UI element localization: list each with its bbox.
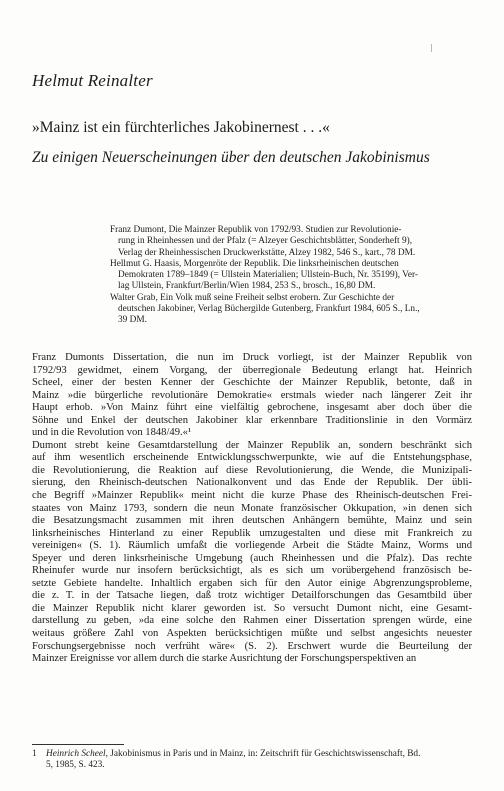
reviewed-book-entry [110,259,470,293]
body-line: Forschungsergebnisse noch verfrüht wäre« (S. 2). Erschwert wurde die Beurteilung der [32,640,472,652]
reviewed-book-entry [110,293,470,327]
reviewed-book-line: Walter Grab, Ein Volk muß seine Freiheit selbst erobern. Zur Geschichte der [110,292,395,303]
body-line: Speyer und deren linksrheinische Umgebung (auch Rheinhessen und die Pfalz). Das rechte [32,552,472,564]
body-line: darstellung zu geben, »da eine solche den Rahmen einer Dissertation sprengen würde, eine [32,615,472,627]
body-line: Söhne und Enkel der deutschen Jakobiner klar erkennbare Traditionslinie in den Vormärz [32,414,472,426]
body-line: vereinigen« (S. 1). Räumlich umfaßt die vorliegende Arbeit die Städte Mainz, Worms und [32,540,472,552]
footnote-text-line-1: , Jakobinismus in Paris und in Mainz, in: Zeitschrift für Geschichtswissenschaft, Bd. [105,749,421,759]
reviewed-book-line: deutschen Jakobiner, Verlag Büchergilde Gutenberg, Frankfurt 1984, 605 S., Ln., [118,304,420,315]
body-line: auf ihm wesentlich erscheinende Entwicklungsschwerpunkte, wie auf die Entstehungsphase, [32,452,472,464]
reviewed-book-entry [110,225,470,259]
body-line: staates von Mainz 1793, sondern die neun Monate französischer Okkupation, »in denen sich [32,502,472,514]
body-line: Mainz »die bürgerliche revolutionäre Demokratie« erstmals wieder nach längerer Zeit ihr [32,389,472,401]
body-line: Mainzer Ereignisse vor allem durch die starke Ausrichtung der Forschungsperspektiven an [32,653,417,665]
reviewed-book-line: Demokraten 1789–1849 (= Ullstein Materialien; Ullstein-Buch, Nr. 35199), Ver- [118,270,419,281]
body-line: die Mainzer Republik nicht klarer geworden ist. So versucht Dumont nicht, eine Gesamt- [32,602,472,614]
body-line: Franz Dumonts Dissertation, die nun im Druck vorliegt, ist der Mainzer Republik von [32,352,472,363]
reviewed-book-line: Franz Dumont, Die Mainzer Republik von 1792/93. Studien zur Revolutionie- [110,225,402,235]
body-line: weitaus größere Zahl von Aspekten berücksichtigen müßte und selbst angesichts neuester [32,628,472,640]
body-line: che Begriff »Mainzer Republik« meint nicht die kurze Phase des Rheinisch-deutschen Frei- [32,490,472,502]
body-line: Scheel, einer der besten Kenner der Geschichte der Mainzer Republik, betonte, daß in [32,377,472,389]
body-text [32,352,472,666]
footnote-author: Heinrich Scheel [46,749,106,759]
body-line: Rheinufer wurde nur insofern berücksichtigt, als es sich um vorübergehend französisch be- [32,565,472,577]
reviewed-book-line: 39 DM. [118,315,147,326]
footnote-number: 1 [32,749,37,759]
scan-mark [431,44,432,52]
footnote-rule [32,744,124,745]
body-line: Haupt erhob. »Von Mainz führt eine vielfältig gebrochene, insgesamt aber doch über die [32,402,472,414]
body-line: und in die Revolution von 1848/49.«¹ [32,427,192,439]
body-line: die Besatzungsmacht zusammen mit ihren deutschen Anhängern bemühte, Mainz und sein [32,515,472,527]
article-title: »Mainz ist ein fürchterliches Jakobinernest . . .« [32,119,330,136]
body-line: setzte Gebiete handelte. Inhaltlich ergaben sich für den Autor einige Abgrenzungsprobleme, [32,577,472,589]
author-name: Helmut Reinalter [32,71,153,90]
footnote [32,749,472,772]
body-line: 1792/93 gewidmet, einem Vorgang, der überregionale Bedeutung erlangt hat. Heinrich [32,364,472,376]
body-line: die z. T. in der Tatsache liegen, daß trotz wichtiger Detailforschungen das Gesamtbild über [32,590,472,602]
reviewed-book-line: rung in Rheinhessen und der Pfalz (= Alzeyer Geschichtsblätter, Sonderheft 9), [118,236,413,247]
article-subtitle: Zu einigen Neuerscheinungen über den deutschen Jakobinismus [32,149,430,166]
body-line: linksrheinisches Hinterland zu einer Republik umzugestalten und diese mit Frankreich zu [32,527,472,539]
reviewed-book-line: Verlag der Rheinhessischen Druckwerkstätte, Alzey 1982, 546 S., kart., 78 DM. [118,247,416,258]
reviewed-books-list [110,225,470,327]
body-line: Dumont strebt keine Gesamtdarstellung der Mainzer Republik an, sondern beschränkt sich [32,439,472,451]
reviewed-book-line: Hellmut G. Haasis, Morgenröte der Republik. Die linksrheinischen deutschen [110,258,399,269]
body-line: die Revolutionierung, die Reaktion auf diese Revolutionierung, die Wende, die Munizipali- [32,464,472,476]
body-line: sierung, den Rheinisch-deutschen Nationalkonvent und das Ende der Republik. Der übli- [32,477,472,489]
footnote-text-line-2: 5, 1985, S. 423. [46,760,105,771]
reviewed-book-line: lag Ullstein, Frankfurt/Berlin/Wien 1984, 253 S., brosch., 16,80 DM. [118,281,376,292]
